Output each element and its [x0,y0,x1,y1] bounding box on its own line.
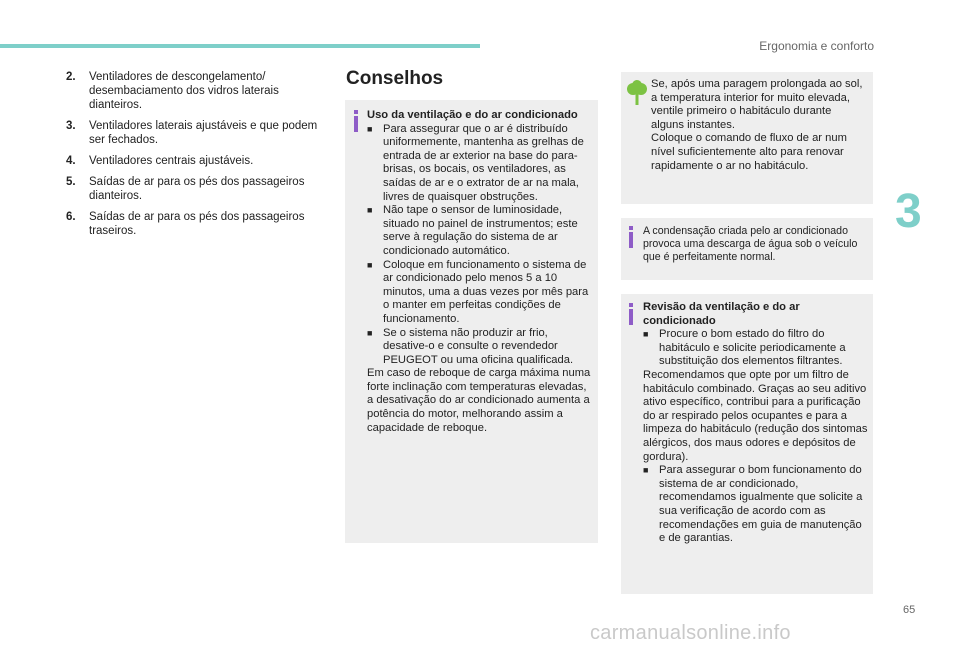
tip-text: Coloque o comando de fluxo de ar num nível suficientemente alto para renovar rapidamente o ar no habitáculo. [651,132,847,172]
list-item: 2. Ventiladores de descongelamento/ desembaciamento dos vidros laterais dianteiros. [66,71,279,111]
tip-box [621,72,873,204]
chapter-number: 3 [895,185,922,238]
square-bullet-icon: ■ [643,329,649,340]
square-bullet-icon: ■ [367,205,373,216]
info-icon [629,232,633,248]
square-bullet-icon: ■ [643,465,649,476]
box-title: Uso da ventilação e do ar condicionado [367,109,578,121]
list-item: ■ Não tape o sensor de luminosidade, situado no painel de instrumentos; este serve à regulação do sistema de ar condicionado automático. [367,204,578,257]
list-item: ■ Procure o bom estado do filtro do habitáculo e solicite periodicamente a substituição dos elementos filtrantes. [643,328,846,368]
list-item: 6. Saídas de ar para os pés dos passageiros traseiros. [66,211,305,237]
square-bullet-icon: ■ [367,327,373,338]
section-title: Ergonomia e conforto [759,39,874,53]
list-item: 4. Ventiladores centrais ajustáveis. [66,155,254,167]
vent-list [66,70,326,245]
list-item: ■ Para assegurar que o ar é distribuído uniformemente, mantenha as grelhas de entrada de ar exterior na base do para-brisas, os bocais, os ventiladores, as saídas de ar e o extrator de ar na mala, livres de quaisquer obstruções. [367,122,584,203]
square-bullet-icon: ■ [367,259,373,270]
maintenance-box [621,294,873,594]
info-icon [629,309,633,325]
list-item: 3. Ventiladores laterais ajustáveis e que podem ser fechados. [66,120,318,146]
tree-icon [626,80,648,106]
filter-paragraph: Recomendamos que opte por um filtro de habitáculo combinado. Graças ao seu aditivo ativo específico, contribui para a purificação do ar respirado pelos ocupantes e para a limpeza do habitáculo (redução dos sintomas alérgicos, dos maus odores e depósitos de gordura). [643,368,868,463]
page-number: 65 [903,604,916,616]
tip-text: Se, após uma paragem prolongada ao sol, a temperatura interior for muito elevada, ventile primeiro o habitáculo durante alguns instantes. [651,78,863,131]
square-bullet-icon: ■ [367,123,373,134]
watermark: carmanualsonline.info [590,622,791,644]
condensation-text: A condensação criada pelo ar condicionado provoca uma descarga de água sob o veículo que é perfeitamente normal. [643,225,858,263]
list-item: ■ Para assegurar o bom funcionamento do sistema de ar condicionado, recomendamos igualmente que solicite a sua verificação de acordo com as recomendações em guia de manutenção e de garantias. [643,464,863,545]
info-icon [354,116,358,132]
list-item: ■ Coloque em funcionamento o sistema de ar condicionado pelo menos 5 a 10 minutos, uma a duas vezes por mês para o manter em perfeitas condições de funcionamento. [367,258,589,325]
header-accent-bar [0,44,480,48]
conselhos-heading: Conselhos [346,68,444,89]
list-item: ■ Se o sistema não produzir ar frio, desative-o e consulte o revendedor PEUGEOT ou uma oficina qualificada. [367,326,574,366]
box-title: Revisão da ventilação e do ar condicionado [643,301,800,327]
ventilation-usage-box [345,100,598,543]
towing-paragraph: Em caso de reboque de carga máxima numa forte inclinação com temperaturas elevadas, a desativação do ar condicionado aumenta a potência do motor, melhorando assim a capacidade de reboque. [367,367,591,434]
list-item: 5. Saídas de ar para os pés dos passageiros dianteiros. [66,176,305,202]
condensation-box [621,218,873,280]
